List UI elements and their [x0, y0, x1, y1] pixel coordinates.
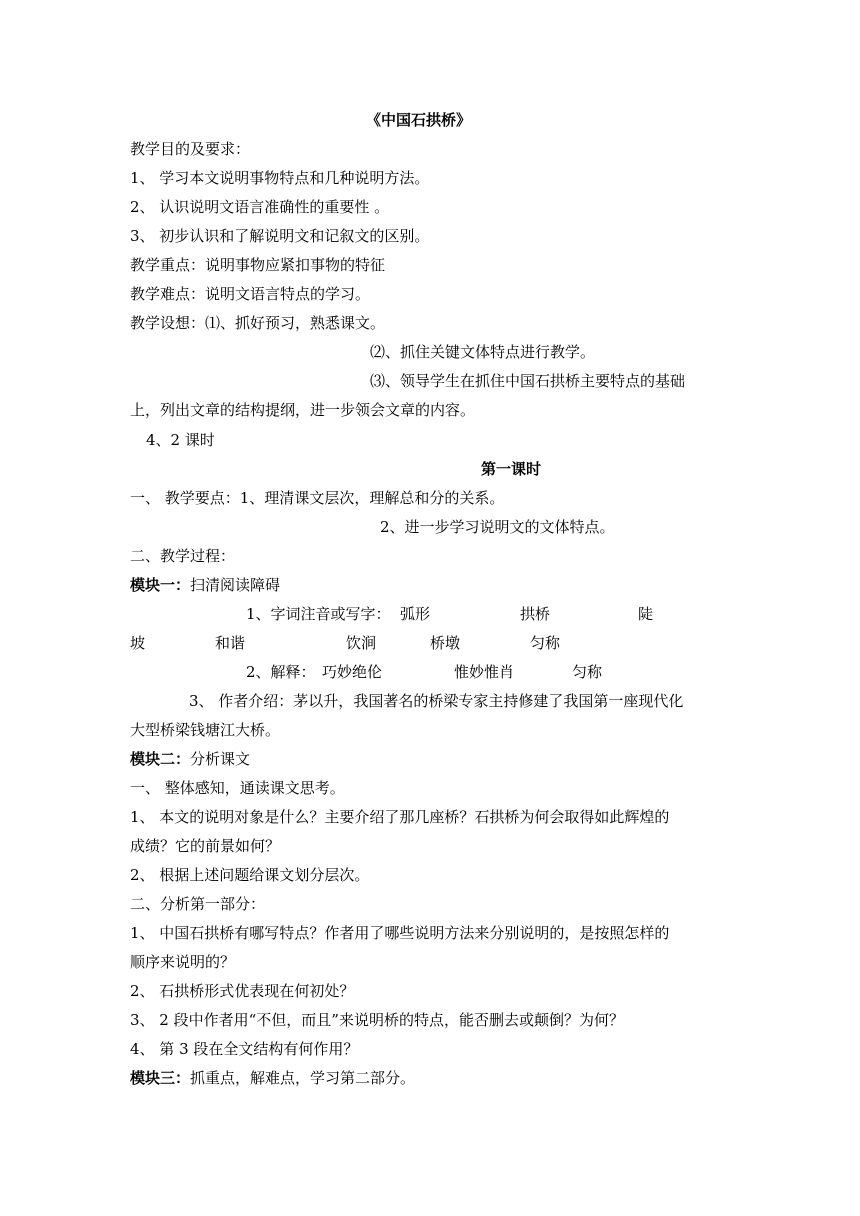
design-line: 4、2 课时	[146, 431, 215, 449]
module1-text: 扫清阅读障碍	[190, 576, 281, 594]
question-item: 3、 2 段中作者用“不但，而且”来说明桥的特点，能否删去或颠倒？为何？	[130, 1011, 624, 1029]
author-intro: 3、 作者介绍：茅以升，我国著名的桥梁专家主持修建了我国第一座现代化	[189, 692, 684, 710]
module1-label: 模块一：	[130, 576, 191, 594]
design-line: ⑵、抓住关键文体特点进行教学。	[370, 343, 596, 361]
module2-label: 模块二：	[130, 750, 191, 768]
module3-heading	[130, 1068, 415, 1088]
objectives-label: 教学目的及要求：	[130, 140, 251, 158]
module3-label: 模块三：	[130, 1069, 191, 1087]
design-line: ⑶、领导学生在抓住中国石拱桥主要特点的基础	[370, 372, 686, 390]
explain-word: 匀称	[572, 663, 603, 681]
document-title: 《中国石拱桥》	[366, 111, 472, 129]
module1-heading	[130, 575, 280, 595]
key-point: 教学重点：说明事物应紧扣事物的特征	[130, 256, 386, 274]
module2-part: 一、 整体感知，通读课文思考。	[130, 779, 345, 797]
question-item: 成绩？它的前景如何？	[130, 837, 281, 855]
question-item: 顺序来说明的？	[130, 953, 236, 971]
vocab-intro: 1、字词注音或写字：	[246, 605, 391, 623]
vocab-word: 坡	[130, 634, 146, 652]
design-line: 教学设想：⑴、抓好预习，熟悉课文。	[130, 314, 386, 332]
explain-word: 惟妙惟肖	[454, 663, 515, 681]
module2-text: 分析课文	[190, 750, 251, 768]
objective-item: 2、 认识说明文语言准确性的重要性 。	[130, 198, 390, 216]
vocab-word: 弧形	[400, 605, 431, 623]
objective-item: 3、 初步认识和了解说明文和记叙文的区别。	[130, 227, 430, 245]
vocab-word: 拱桥	[520, 605, 551, 623]
explain-word: 巧妙绝伦	[322, 663, 383, 681]
question-item: 2、 石拱桥形式优表现在何初处？	[130, 982, 355, 1000]
vocab-word: 饮涧	[346, 634, 377, 652]
question-item: 1、 本文的说明对象是什么？主要介绍了那几座桥？石拱桥为何会取得如此辉煌的	[130, 808, 670, 826]
vocab-word: 陡	[638, 605, 654, 623]
section1-line: 2、进一步学习说明文的文体特点。	[380, 518, 615, 536]
module3-text: 抓重点，解难点，学习第二部分。	[190, 1069, 416, 1087]
lesson-heading: 第一课时	[481, 460, 542, 478]
vocab-word: 匀称	[530, 634, 561, 652]
question-item: 4、 第 3 段在全文结构有何作用？	[130, 1040, 359, 1058]
module2-heading	[130, 749, 250, 769]
author-intro: 大型桥梁钱塘江大桥。	[130, 721, 281, 739]
question-item: 2、 根据上述问题给课文划分层次。	[130, 866, 370, 884]
question-item: 1、 中国石拱桥有哪写特点？作者用了哪些说明方法来分别说明的，是按照怎样的	[130, 924, 670, 942]
vocab-word: 和谐	[215, 634, 246, 652]
difficult-point: 教学难点：说明文语言特点的学习。	[130, 285, 371, 303]
explain-intro: 2、解释：	[246, 663, 316, 681]
vocab-word: 桥墩	[430, 634, 461, 652]
design-line: 上，列出文章的结构提纲，进一步领会文章的内容。	[130, 401, 476, 419]
objective-item: 1、 学习本文说明事物特点和几种说明方法。	[130, 169, 430, 187]
section2-label: 二、教学过程：	[130, 547, 236, 565]
section1-line: 一、 教学要点：1、理清课文层次，理解总和分的关系。	[130, 489, 505, 507]
module2-part: 二、分析第一部分：	[130, 895, 266, 913]
